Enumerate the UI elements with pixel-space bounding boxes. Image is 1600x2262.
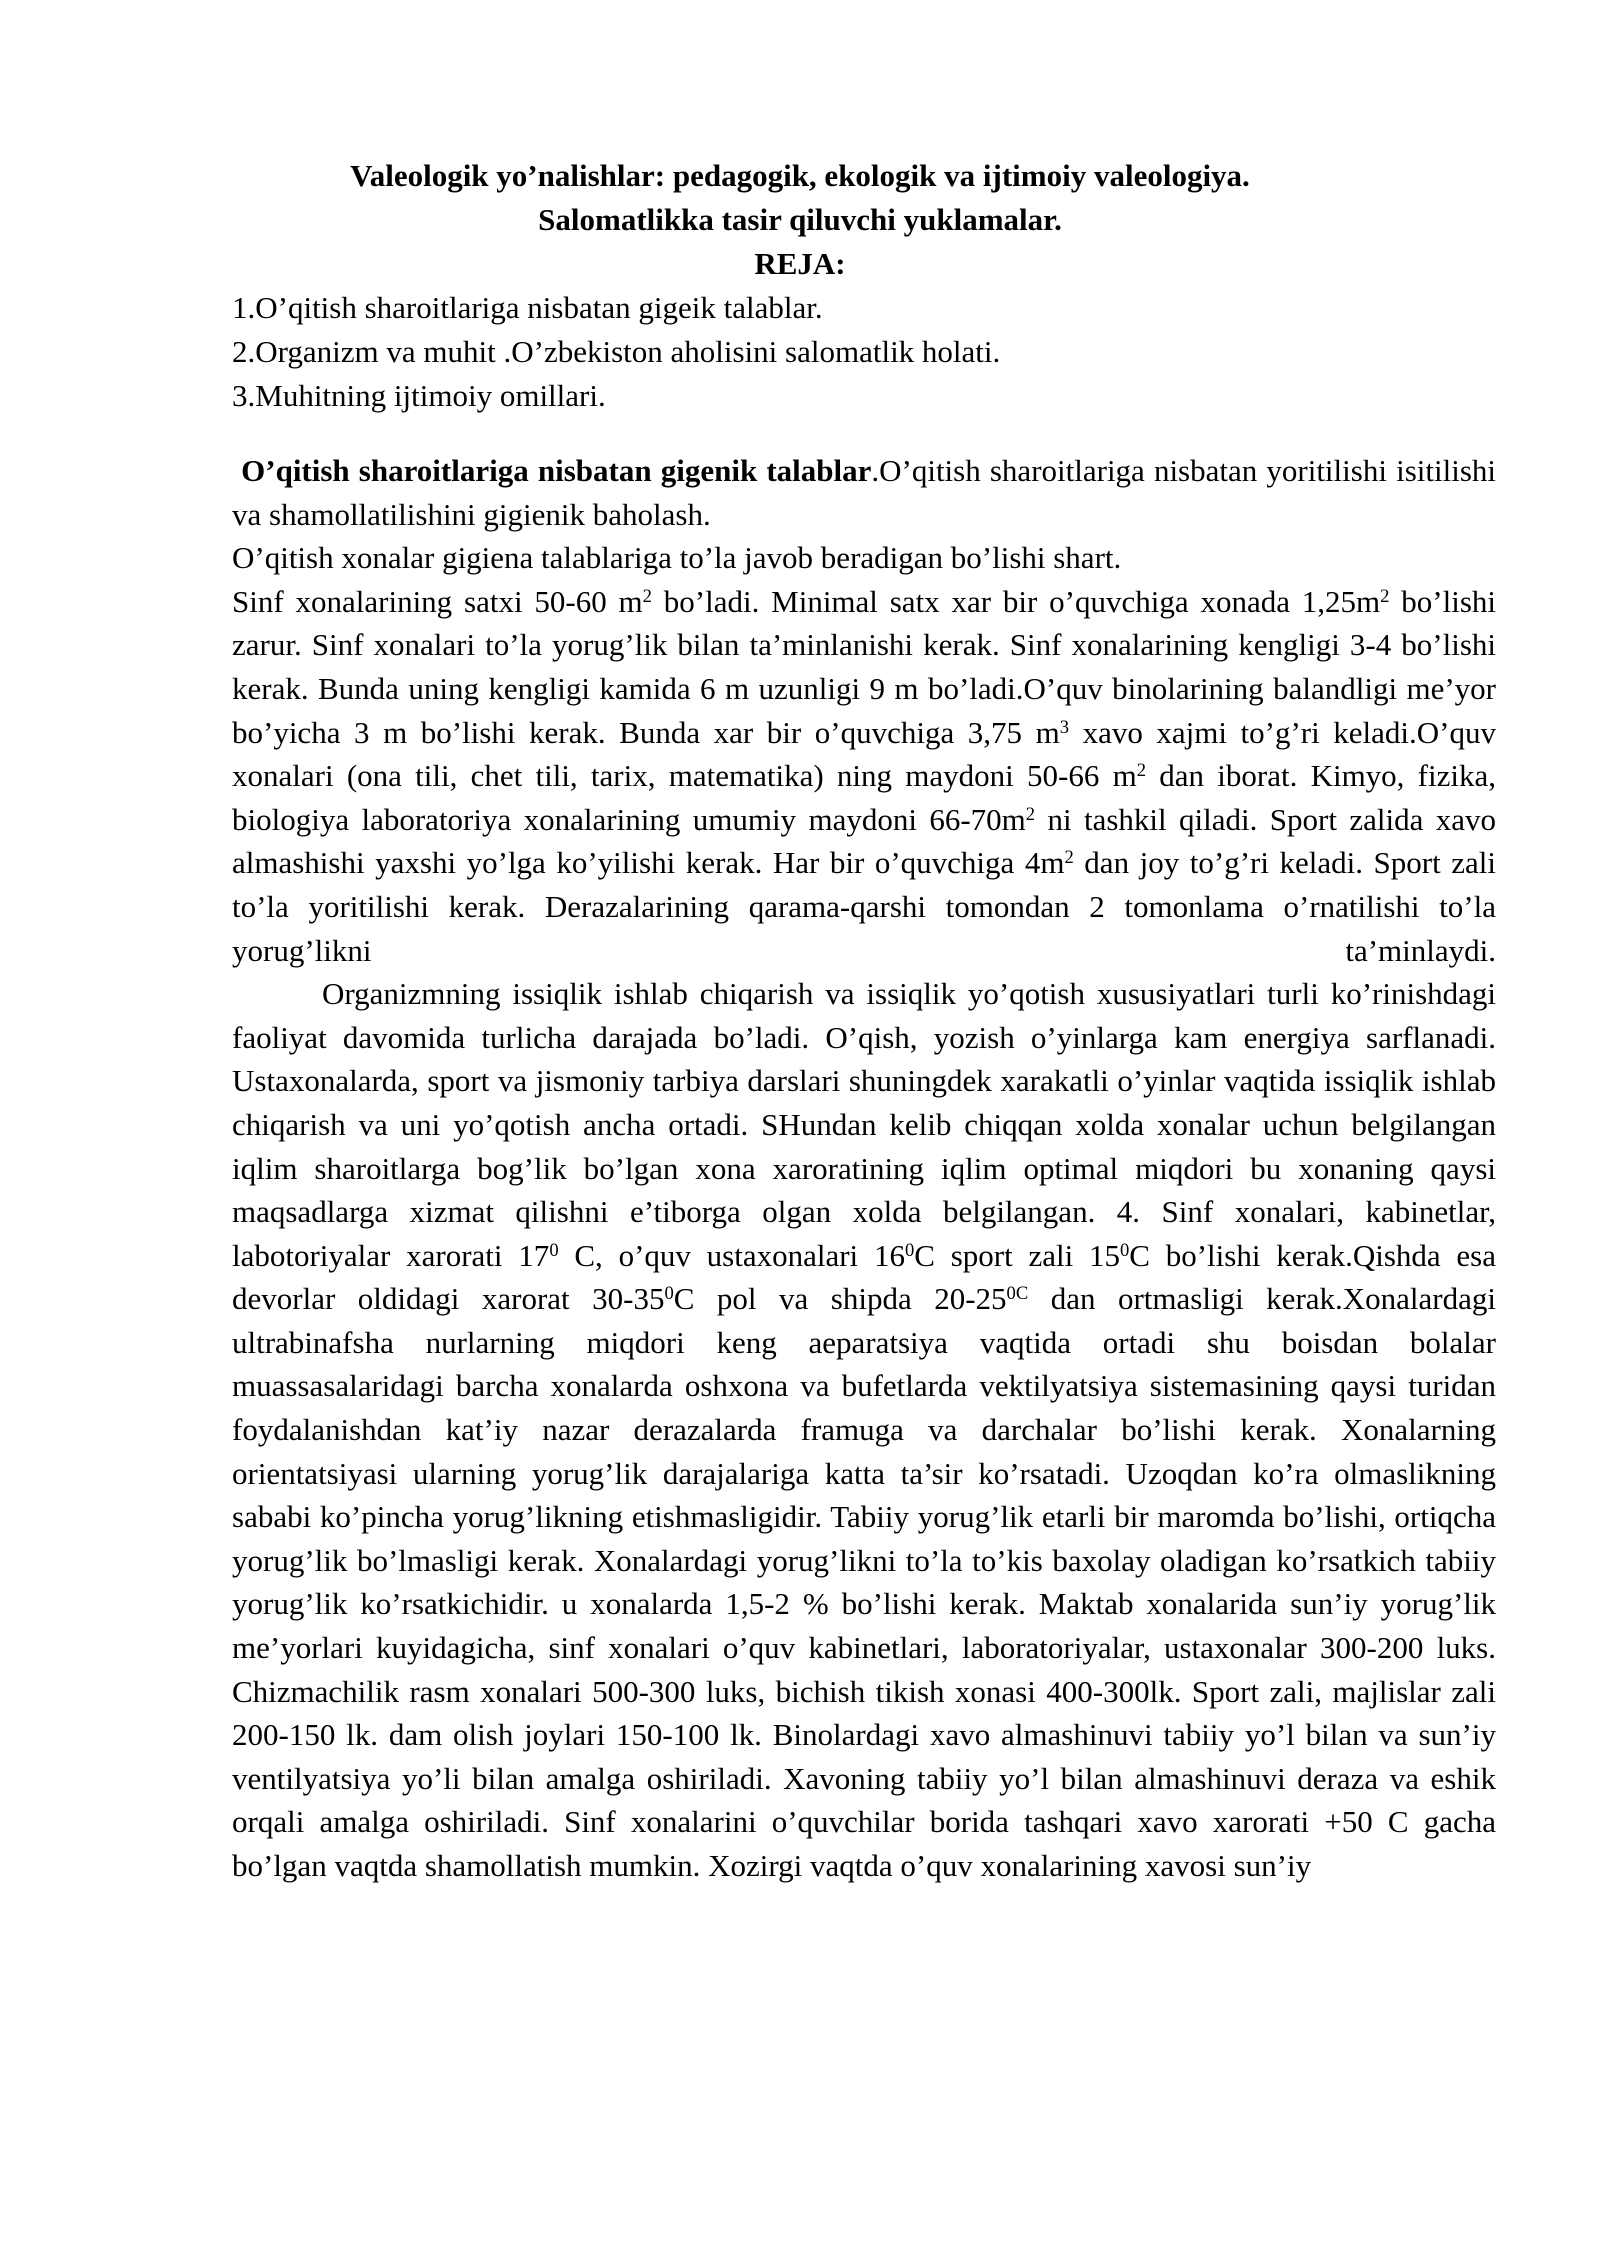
superscript: 0C [1006,1283,1029,1305]
section-heading: O’qitish sharoitlariga nisbatan gigenik talablar [241,453,872,488]
superscript: 3 [1059,716,1070,738]
text-run: dan iborat. Kimyo, fizika, biologiya laboratoriya xonalarining umumiy maydoni 66-70m [232,758,1496,837]
text-run: bo’lishi zarur. Sinf xonalari to’la yorug’lik bilan ta’minlanishi kerak. Sinf xonalarining kengligi 3-4 bo’lishi kerak. Bunda uning kengligi kamida 6 m uzunligi 9 m bo’ladi.O’quv binolarining balandligi me’yor bo’yicha 3 m bo’lishi kerak. Bunda xar bir o’quvchiga 3,75 m [232,583,1497,750]
reja-item: 1.O’qitish sharoitlariga nisbatan gigeik talablar. [232,290,823,325]
reja-item: 2.Organizm va muhit .O’zbekiston aholisini salomatlik holati. [232,334,1001,369]
superscript: 2 [1136,759,1146,781]
document-body [232,449,1496,1888]
superscript: 2 [1025,803,1036,825]
paragraph-climate-lighting [232,972,1496,1887]
text-run: xavo xajmi to’g’ri keladi.O’quv xonalari (ona tili, chet tili, tarix, matematika) ning maydoni 50-66 m [232,714,1496,794]
document-title: Valeologik yo’nalishlar: pedagogik, ekologik va ijtimoiy valeologiya. [350,158,1250,193]
reja-heading: REJA: [754,246,846,281]
superscript: 0 [664,1283,674,1305]
document-subtitle: Salomatlikka tasir qiluvchi yuklamalar. [538,202,1062,237]
text-run: C sport zali 15 [914,1237,1120,1273]
text-run: Organizmning issiqlik ishlab chiqarish va issiqlik yo’qotish xususiyatlari turli ko’rinishdagi faoliyat davomida turlicha darajada bo’ladi. O’qish, yozish o’yinlarga kam energiya sarflanadi. Ustaxonalarda, sport va jismoniy tarbiya darslari shuningdek xarakatli o’yinlar vaqtida issiqlik ishlab chiqarish va uni yo’qotish ancha ortadi. SHundan kelib chiqqan xolda xonalar uchun belgilangan iqlim sharoitlarga bog’lik bo’lgan xona xaroratining iqlim optimal miqdori bu xonaning qaysi maqsadlarga xizmat qilishni e’tiborga olgan xolda belgilangan. 4. Sinf xonalari, kabinetlar, labotoriyalar xarorati 17 [232,976,1496,1273]
superscript: 0 [1119,1239,1130,1261]
text-run: C bo’lishi kerak.Qishda esa devorlar oldidagi xarorat 30-35 [232,1237,1496,1317]
paragraph-requirement: O’qitish xonalar gigiena talablariga to’la javob beradigan bo’lishi shart. [232,540,1122,576]
text-run: bo’ladi. Minimal satx xar bir o’quvchiga xonada 1,25m [651,583,1381,619]
superscript: 2 [642,585,652,607]
paragraph-text: .O’qitish sharoitlariga nisbatan yoritilishi isitilishi va shamollatilishini gigienik baholash. [232,453,1497,532]
paragraph-room-sizes [232,580,1496,972]
reja-list [232,286,1000,418]
text-run: dan joy to’g’ri keladi. Sport zali to’la yoritilishi kerak. Derazalarining qarama-qarshi tomondan 2 tomonlama o’rnatilishi to’la yorug’likni ta’minlaydi. [232,845,1496,968]
superscript: 0 [549,1239,559,1261]
superscript: 2 [1380,585,1390,607]
text-run: Sinf xonalarining satxi 50-60 m [232,583,643,619]
text-run: C, o’quv ustaxonalari 16 [558,1237,905,1273]
text-run: C pol va shipda 20-25 [673,1281,1007,1317]
superscript: 0 [904,1239,915,1261]
reja-item: 3.Muhitning ijtimoiy omillari. [232,378,606,413]
superscript: 2 [1064,847,1074,869]
text-run: ni tashkil qiladi. Sport zalida xavo almashishi yaxshi yo’lga ko’yilishi kerak. Har bir o’quvchiga 4m [232,801,1497,881]
text-run: dan ortmasligi kerak.Xonalardagi ultrabinafsha nurlarning miqdori keng aeparatsiya vaqtida ortadi shu boisdan bolalar muassasalaridagi barcha xonalarda oshxona va bufetlarda vektilyatsiya sistemasining qaysi turidan foydalanishdan kat’iy nazar derazalarda framuga va darchalar bo’lishi kerak. Xonalarning orientatsiyasi ularning yorug’lik darajalariga katta ta’sir ko’rsatadi. Uzoqdan ko’ra olmaslikning sababi ko’pincha yorug’likning etishmasligidir. Tabiiy yorug’lik etarli bir maromda bo’lishi, ortiqcha yorug’lik bo’lmasligi kerak. Xonalardagi yorug’likni to’la to’kis baxolay oladigan ko’rsatkich tabiiy yorug’lik ko’rsatkichidir. u xonalarda 1,5-2 % bo’lishi kerak. Maktab xonalarida sun’iy yorug’lik me’yorlari kuyidagicha, sinf xonalari o’quv kabinetlari, laboratoriyalar, ustaxonalar 300-200 luks. Chizmachilik rasm xonalari 500-300 luks, bichish tikish xonasi 400-300lk. Sport zali, majlislar zali 200-150 lk. dam olish joylari 150-100 lk. Binolardagi xavo almashinuvi tabiiy yo’l bilan va sun’iy ventilyatsiya yo’li bilan amalga oshiriladi. Xavoning tabiiy yo’l bilan almashinuvi deraza va eshik orqali amalga oshiriladi. Sinf xonalarini o’quvchilar borida tashqari xavo xarorati +50 C gacha bo’lgan vaqtda shamollatish mumkin. Xozirgi vaqtda o’quv xonalarining xavosi sun’iy [232,1281,1496,1883]
paragraph-intro [232,449,1496,536]
